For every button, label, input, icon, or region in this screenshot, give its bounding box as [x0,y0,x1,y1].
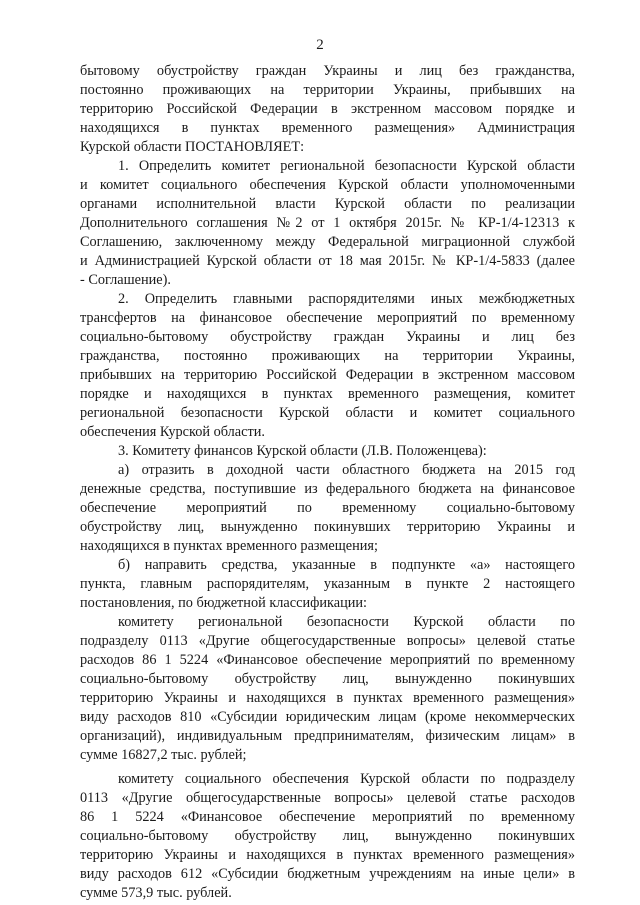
text-line: 0113 «Другие общегосударственные вопросы» целевой статье расходов [80,790,575,806]
text-line: органами исполнительной власти Курской области по реализации [80,196,575,212]
text-line: бытовому обустройству граждан Украины и лиц без гражданства, [80,63,575,79]
text-line: подразделу 0113 «Другие общегосударственные вопросы» целевой статье [80,633,575,649]
text-line: социально-бытовому обустройству лиц, вынужденно покинувших [80,828,575,844]
text-line: комитету региональной безопасности Курской области по [118,614,575,630]
text-line: территорию Украины и находящихся в пунктах временного размещения» [80,847,575,863]
text-line: гражданства, постоянно проживающих на территории Украины, [80,348,575,364]
text-line: и комитет социального обеспечения Курской области уполномоченными [80,177,575,193]
page-number: 2 [316,37,324,53]
text-line: находящихся в пунктах временного размещения; [80,538,378,554]
text-line: 1. Определить комитет региональной безопасности Курской области [118,158,575,174]
text-line: виду расходов 612 «Субсидии бюджетным учреждениям на иные цели» в [80,866,575,882]
text-line: порядке и находящихся в пунктах временного размещения, комитет [80,386,575,402]
text-line: б) направить средства, указанные в подпункте «а» настоящего [118,557,575,573]
text-line: находящихся в пунктах временного размещения» Администрация [80,120,575,136]
text-line: обеспечение мероприятий по временному социально-бытовому [80,500,575,516]
text-line: социально-бытовому обустройству граждан Украины и лиц без [80,329,575,345]
text-line: территорию Российской Федерации в экстренном массовом порядке и [80,101,575,117]
text-line: и Администрацией Курской области от 18 мая 2015г. № КР-1/4-5833 (далее [80,253,575,269]
text-line: сумме 16827,2 тыс. рублей; [80,747,247,763]
text-line: трансфертов на финансовое обеспечение мероприятий по временному [80,310,575,326]
text-line: обеспечения Курской области. [80,424,265,440]
text-line: организаций), индивидуальным предпринимателям, физическим лицам» в [80,728,575,744]
text-line: обустройству лиц, вынужденно покинувших территорию Украины и [80,519,575,535]
text-line: прибывших на территорию Российской Федерации в экстренном массовом [80,367,575,383]
text-line: социально-бытовому обустройству лиц, вынужденно покинувших [80,671,575,687]
text-line: региональной безопасности Курской области и комитет социального [80,405,575,421]
text-line: 86 1 5224 «Финансовое обеспечение мероприятий по временному [80,809,575,825]
text-line: Курской области ПОСТАНОВЛЯЕТ: [80,139,305,155]
text-line: пункта, главным распорядителям, указанным в пункте 2 настоящего [80,576,575,592]
text-line: 3. Комитету финансов Курской области (Л.В. Положенцева): [118,443,487,459]
text-line: сумме 573,9 тыс. рублей. [80,885,232,901]
text-line: - Соглашение). [80,272,171,288]
text-line: Дополнительного соглашения №2 от 1 октября 2015г. № КР-1/4-12313 к [80,215,575,231]
text-line: а) отразить в доходной части областного бюджета на 2015 год [118,462,575,478]
text-line: денежные средства, поступившие из федерального бюджета на финансовое [80,481,575,497]
text-line: 2. Определить главными распорядителями иных межбюджетных [118,291,575,307]
text-line: расходов 86 1 5224 «Финансовое обеспечение мероприятий по временному [80,652,575,668]
text-line: постановления, по бюджетной классификации: [80,595,368,611]
text-line: Соглашению, заключенному между Федеральной миграционной службой [80,234,575,250]
text-line: постоянно проживающих на территории Украины, прибывших на [80,82,575,98]
text-line: комитету социального обеспечения Курской области по подразделу [118,771,575,787]
text-line: виду расходов 810 «Субсидии юридическим лицам (кроме некоммерческих [80,709,575,725]
text-line: территорию Украины и находящихся в пунктах временного размещения» [80,690,575,706]
